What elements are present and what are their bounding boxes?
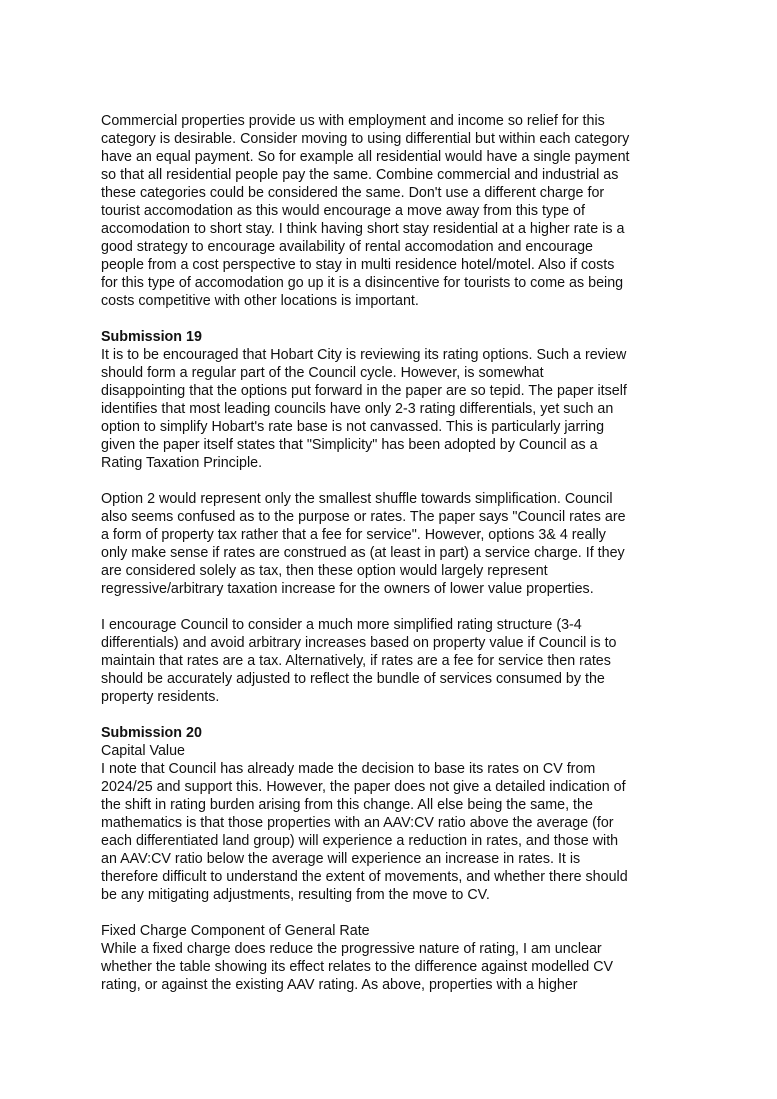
capital-value-subheading: Capital Value — [101, 743, 185, 759]
text-line: are considered solely as tax, then these option would largely represent — [101, 563, 548, 579]
text-line: category is desirable. Consider moving to using differential but within each category — [101, 131, 630, 147]
text-line: these categories could be considered the same. Don't use a different charge for — [101, 185, 605, 201]
text-line: only make sense if rates are construed as (at least in part) a service charge. If they — [101, 545, 625, 561]
text-line: an AAV:CV ratio below the average will experience an increase in rates. It is — [101, 851, 581, 867]
submission-19-paragraph-2 — [101, 490, 701, 598]
text-line: should be accurately adjusted to reflect the bundle of services consumed by the — [101, 671, 605, 687]
text-line: a form of property tax rather that a fee for service". However, options 3& 4 really — [101, 527, 606, 543]
text-line: rating, or against the existing AAV rating. As above, properties with a higher — [101, 977, 578, 993]
text-line: While a fixed charge does reduce the progressive nature of rating, I am unclear — [101, 941, 602, 957]
text-line: have an equal payment. So for example all residential would have a single payment — [101, 149, 630, 165]
text-line: each differentiated land group) will experience a reduction in rates, and those with — [101, 833, 619, 849]
text-line: given the paper itself states that "Simplicity" has been adopted by Council as a — [101, 437, 598, 453]
submission-19-paragraph-3 — [101, 616, 701, 706]
text-line: disappointing that the options put forward in the paper are so tepid. The paper itself — [101, 383, 627, 399]
intro-paragraph — [101, 112, 701, 310]
text-line: maintain that rates are a tax. Alternatively, if rates are a fee for service then rates — [101, 653, 611, 669]
text-line: identifies that most leading councils have only 2-3 rating differentials, yet such an — [101, 401, 614, 417]
text-line: so that all residential people pay the same. Combine commercial and industrial as — [101, 167, 619, 183]
text-line: accomodation to short stay. I think having short stay residential at a higher rate is a — [101, 221, 625, 237]
text-line: for this type of accomodation go up it is a disincentive for tourists to come as being — [101, 275, 624, 291]
text-line: mathematics is that those properties with an AAV:CV ratio above the average (for — [101, 815, 614, 831]
text-line: I encourage Council to consider a much more simplified rating structure (3-4 — [101, 617, 582, 633]
text-line: regressive/arbitrary taxation increase for the owners of lower value properties. — [101, 581, 594, 597]
text-line: property residents. — [101, 689, 220, 705]
text-line: should form a regular part of the Council cycle. However, is somewhat — [101, 365, 544, 381]
text-line: whether the table showing its effect relates to the difference against modelled CV — [101, 959, 614, 975]
text-line: I note that Council has already made the decision to base its rates on CV from — [101, 761, 596, 777]
text-line: the shift in rating burden arising from this change. All else being the same, the — [101, 797, 593, 813]
text-line: Rating Taxation Principle. — [101, 455, 263, 471]
text-line: 2024/25 and support this. However, the paper does not give a detailed indication of — [101, 779, 626, 795]
fixed-charge-subheading: Fixed Charge Component of General Rate — [101, 923, 370, 939]
text-line: tourist accomodation as this would encourage a move away from this type of — [101, 203, 585, 219]
submission-19-heading: Submission 19 — [101, 329, 202, 345]
text-line: good strategy to encourage availability of rental accomodation and encourage — [101, 239, 593, 255]
submission-20-paragraph-2 — [101, 940, 701, 994]
text-line: differentials) and avoid arbitrary increases based on property value if Council is to — [101, 635, 617, 651]
submission-20-paragraph-1 — [101, 760, 701, 904]
submission-19-paragraph-1 — [101, 346, 701, 472]
text-line: Commercial properties provide us with employment and income so relief for this — [101, 113, 605, 129]
text-line: also seems confused as to the purpose or rates. The paper says "Council rates are — [101, 509, 626, 525]
text-line: It is to be encouraged that Hobart City is reviewing its rating options. Such a review — [101, 347, 627, 363]
submission-20-heading: Submission 20 — [101, 725, 202, 741]
text-line: costs competitive with other locations is important. — [101, 293, 419, 309]
text-line: people from a cost perspective to stay in multi residence hotel/motel. Also if costs — [101, 257, 615, 273]
text-line: therefore difficult to understand the extent of movements, and whether there should — [101, 869, 628, 885]
text-line: option to simplify Hobart's rate base is not canvassed. This is particularly jarring — [101, 419, 605, 435]
text-line: be any mitigating adjustments, resulting from the move to CV. — [101, 887, 490, 903]
text-line: Option 2 would represent only the smallest shuffle towards simplification. Council — [101, 491, 613, 507]
document-page — [101, 112, 701, 994]
